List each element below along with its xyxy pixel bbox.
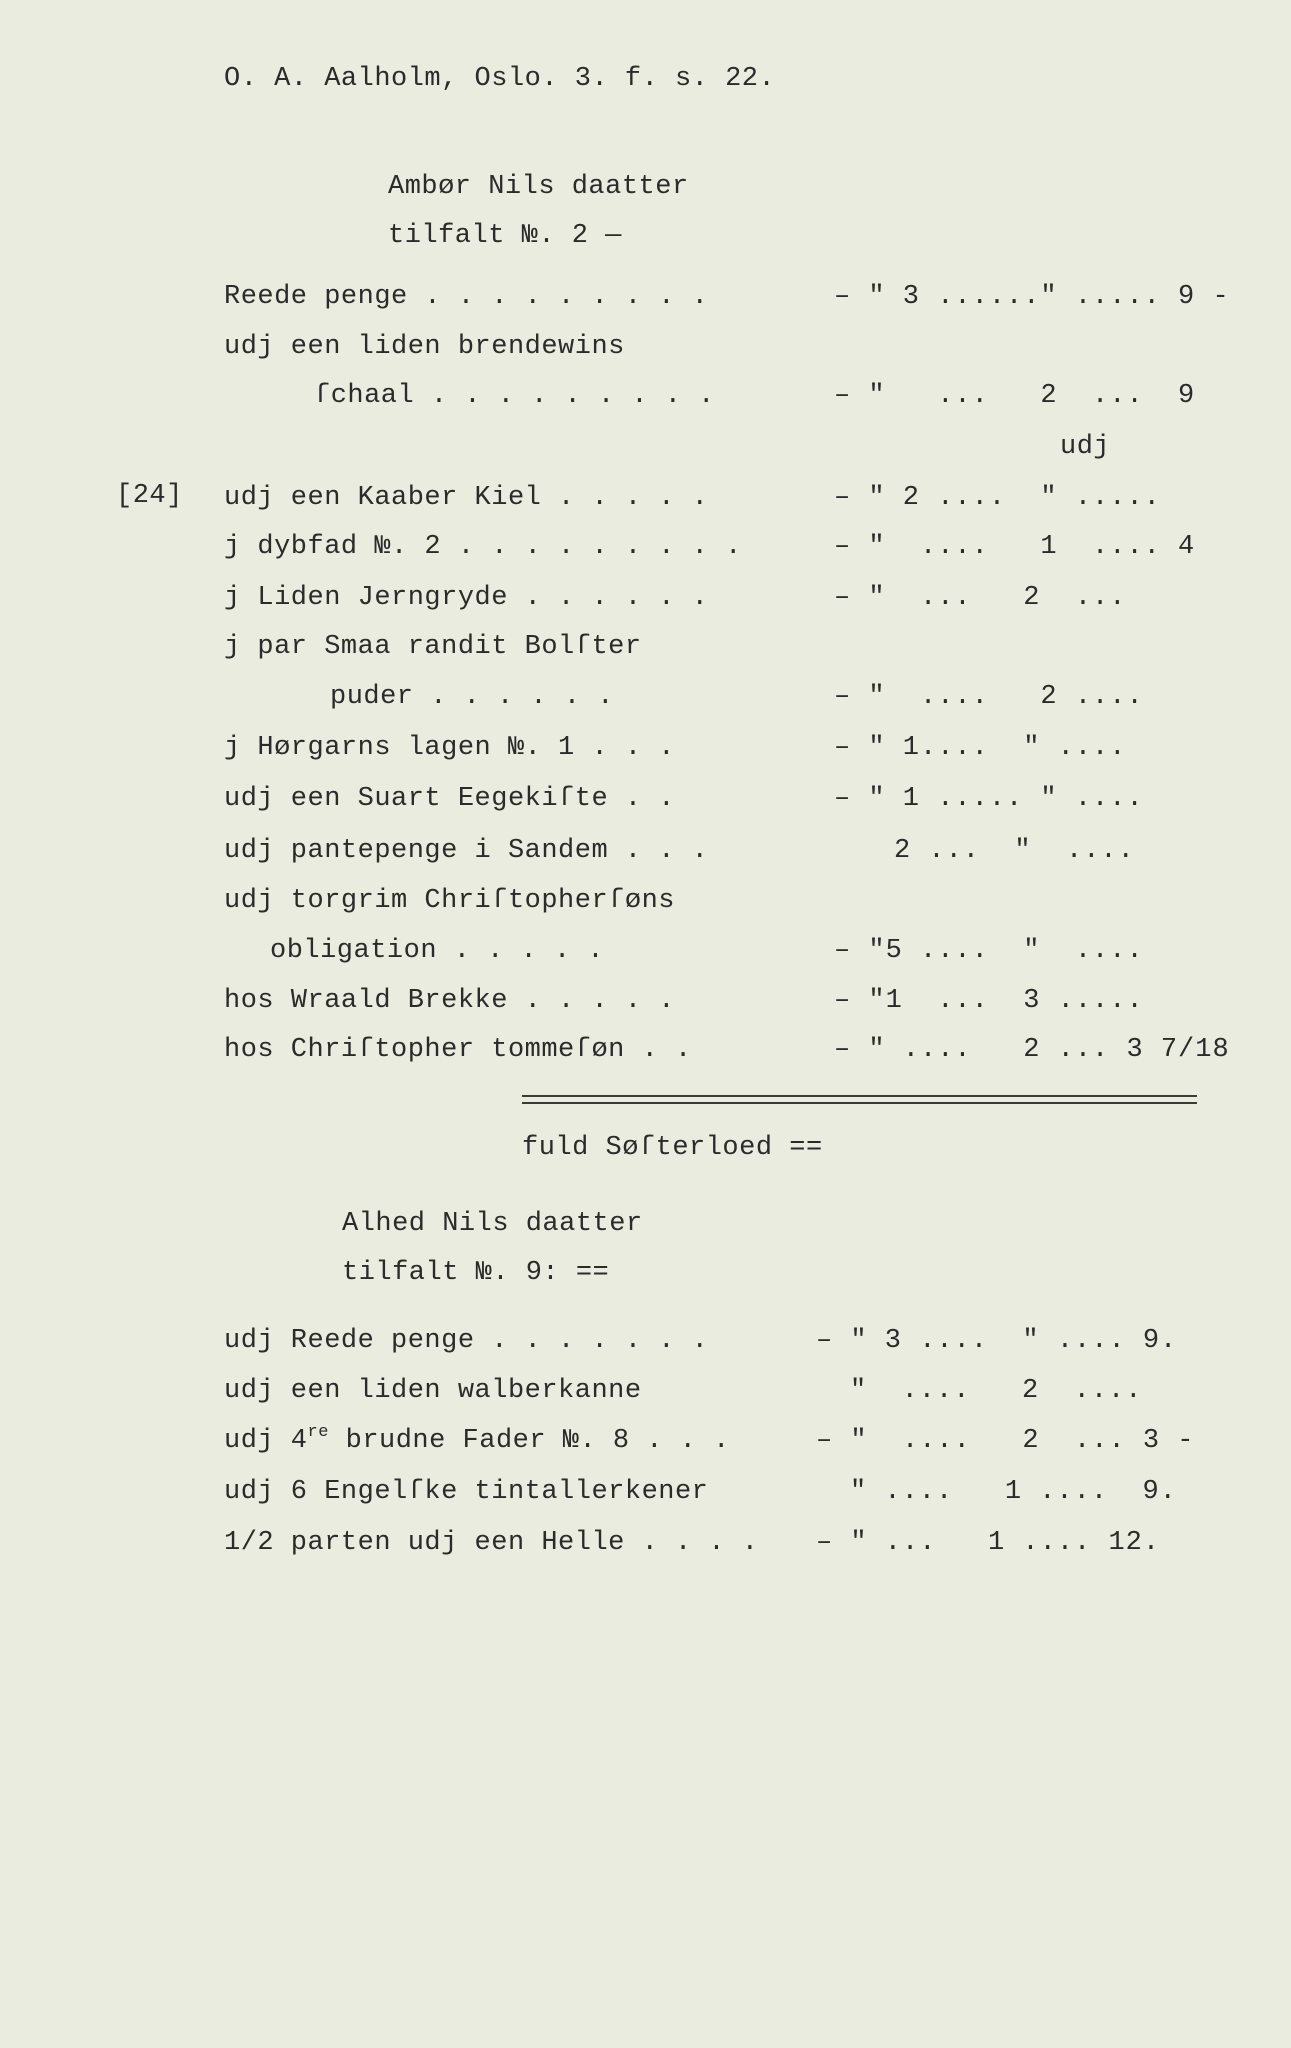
item-text-post: brudne Fader №. 8 . . . [328, 1426, 730, 1456]
double-rule-bottom [522, 1102, 1197, 1104]
item-row: udj een Kaaber Kiel . . . . . [224, 483, 709, 513]
item-row: udj een liden walberkanne [224, 1376, 642, 1406]
heir-assigned-1: tilfalt №. 2 — [388, 221, 622, 251]
item-row: j Liden Jerngryde . . . . . . [224, 583, 709, 613]
item-value: – ″ ... 2 ... 9 [834, 381, 1196, 411]
column-header-udj: udj [1060, 432, 1111, 462]
item-row: udj Reede penge . . . . . . . [224, 1326, 709, 1356]
ordinal-superscript: re [307, 1423, 329, 1442]
double-rule-top [522, 1095, 1197, 1097]
item-value: – ″ .... 1 .... 4 [834, 532, 1196, 562]
item-value: – ″5 .... ″ .... [834, 936, 1144, 966]
heir-name-1: Ambør Nils daatter [388, 172, 689, 202]
item-value: – ″1 ... 3 ..... [834, 986, 1144, 1016]
item-value: 2 ... ″ .... [894, 836, 1135, 866]
item-row: udj een liden brendewins [224, 332, 625, 362]
item-row: udj torgrim Chriſtopherſøns [224, 886, 675, 916]
item-value: – ″ 3 ......″ ..... 9 - [834, 282, 1230, 312]
heir-assigned-2: tilfalt №. 9: == [342, 1258, 610, 1288]
item-row: 1/2 parten udj een Helle . . . . [224, 1528, 759, 1558]
item-value: – ″ ... 2 ... [834, 583, 1127, 613]
item-row: udj een Suart Eegekiſte . . [224, 784, 675, 814]
item-text-pre: udj 4 [224, 1426, 308, 1456]
item-value: – ″ 3 .... ″ .... 9. [816, 1326, 1178, 1356]
item-row: puder . . . . . . [330, 682, 614, 712]
item-row: j par Smaa randit Bolſter [224, 632, 642, 662]
item-row: j Hørgarns lagen №. 1 . . . [224, 733, 675, 763]
item-value: – ″ ... 1 .... 12. [816, 1528, 1161, 1558]
item-row [224, 1424, 730, 1458]
item-row: Reede penge . . . . . . . . . [224, 282, 709, 312]
item-row: udj pantepenge i Sandem . . . [224, 836, 709, 866]
item-value: – ″ 2 .... ″ ..... [834, 483, 1161, 513]
item-row: udj 6 Engelſke tintallerkener [224, 1477, 709, 1507]
item-value: – ″ 1.... ″ .... [834, 733, 1127, 763]
item-value: – ″ .... 2 ... 3 7/18 [834, 1035, 1230, 1065]
item-row: obligation . . . . . [270, 936, 605, 966]
item-row: j dybfad №. 2 . . . . . . . . . [224, 532, 742, 562]
item-value: – ″ .... 2 ... 3 - [816, 1426, 1195, 1456]
item-row: ſchaal . . . . . . . . . [314, 381, 715, 411]
section-closing: fuld Søſterloed == [522, 1133, 823, 1163]
item-value: ″ .... 2 .... [850, 1376, 1143, 1406]
source-line: O. A. Aalholm, Oslo. 3. f. s. 22. [224, 64, 776, 94]
item-row: hos Wraald Brekke . . . . . [224, 986, 675, 1016]
heir-name-2: Alhed Nils daatter [342, 1209, 643, 1239]
item-row: hos Chriſtopher tommeſøn . . [224, 1035, 692, 1065]
margin-note: [24] [116, 481, 183, 511]
item-value: ″ .... 1 .... 9. [850, 1477, 1177, 1507]
item-value: – ″ 1 ..... ″ .... [834, 784, 1144, 814]
item-value: – ″ .... 2 .... [834, 682, 1144, 712]
